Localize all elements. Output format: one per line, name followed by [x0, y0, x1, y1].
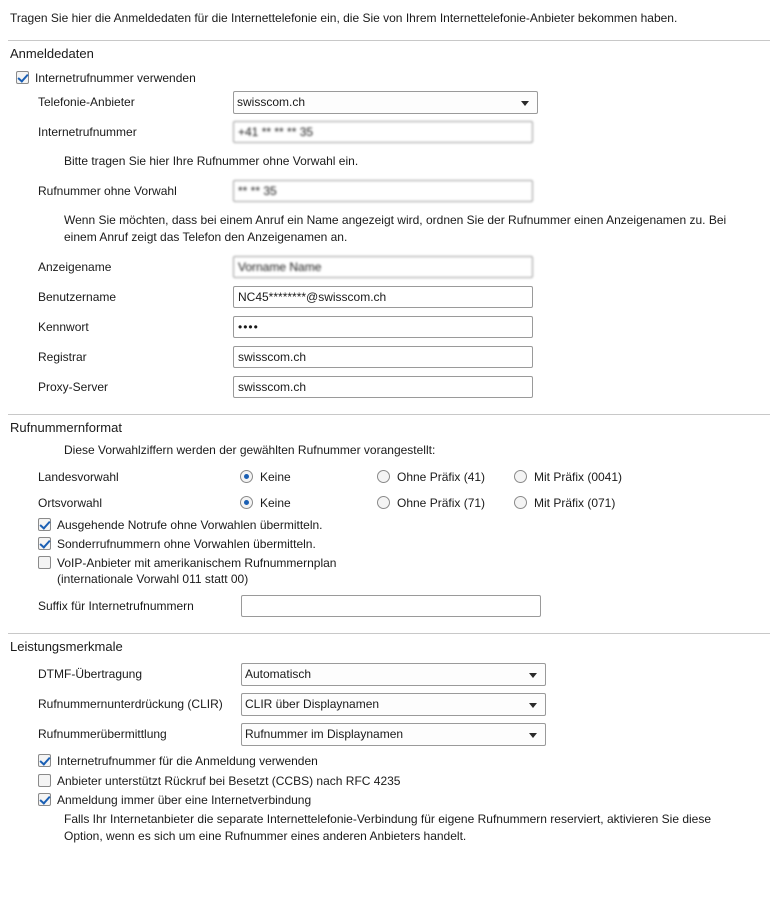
checkbox-emergency-no-prefix-label: Ausgehende Notrufe ohne Vorwahlen übermitteln. [57, 517, 323, 532]
telephony-provider-select[interactable] [233, 91, 538, 114]
checkbox-us-numbering-plan-sublabel: (internationale Vorwahl 011 statt 00) [57, 572, 249, 587]
radio-area-with-prefix[interactable] [514, 496, 651, 510]
label-dtmf: DTMF-Übertragung [38, 667, 143, 682]
label-registrar: Registrar [38, 349, 87, 364]
row-clir [8, 691, 770, 717]
checkbox-emergency-no-prefix-box[interactable] [38, 518, 51, 531]
label-internet-number: Internetrufnummer [38, 125, 137, 140]
checkbox-always-internet-connection-box[interactable] [38, 793, 51, 806]
clip-select[interactable] [241, 723, 546, 746]
note-always-internet-connection: Falls Ihr Internetanbieter die separate Internettelefonie-Verbindung für eigene Rufnummern reserviert, aktivieren Sie diese Option, wenn es sich um eine Rufnummer eines anderen Anbieters handelt. [64, 811, 712, 843]
radio-area-with-prefix-dot[interactable] [514, 496, 527, 509]
checkbox-us-numbering-plan[interactable] [8, 555, 770, 587]
dtmf-select-wrap[interactable] [241, 663, 546, 686]
proxy-server-input[interactable] [233, 376, 533, 398]
checkbox-use-number-for-registration-label: Internetrufnummer für die Anmeldung verwenden [57, 754, 318, 769]
label-display-name: Anzeigename [38, 259, 112, 274]
radio-area-without-prefix[interactable] [377, 496, 514, 510]
row-clip [8, 721, 770, 747]
radio-area-none-label: Keine [260, 495, 291, 510]
intro-text: Tragen Sie hier die Anmeldedaten für die Internettelefonie ein, die Sie von Ihrem Internettelefonie-Anbieter bekommen haben. [10, 11, 678, 25]
label-area-prefix: Ortsvorwahl [38, 495, 103, 510]
checkbox-use-number-for-registration[interactable] [8, 753, 770, 769]
row-country-prefix [8, 465, 770, 489]
row-suffix [8, 593, 770, 619]
checkbox-always-internet-connection-label: Anmeldung immer über eine Internetverbindung [57, 792, 312, 807]
suffix-input[interactable] [241, 595, 541, 617]
label-clip: Rufnummerübermittlung [38, 727, 167, 742]
radio-country-without-prefix-label: Ohne Präfix (41) [397, 469, 486, 484]
username-input[interactable] [233, 286, 533, 308]
radio-area-none-dot[interactable] [240, 496, 253, 509]
radio-country-none[interactable] [240, 470, 377, 484]
registrar-input[interactable] [233, 346, 533, 368]
checkbox-us-numbering-plan-label: VoIP-Anbieter mit amerikanischem Rufnummernplan [57, 555, 337, 570]
checkbox-us-numbering-plan-box[interactable] [38, 556, 51, 569]
label-password: Kennwort [38, 319, 89, 334]
checkbox-special-numbers-no-prefix-label: Sonderrufnummern ohne Vorwahlen übermitteln. [57, 536, 316, 551]
clir-select-wrap[interactable] [241, 693, 546, 716]
section-title-features: Leistungsmerkmale [8, 633, 770, 661]
checkbox-ccbs-box[interactable] [38, 774, 51, 787]
radio-area-none[interactable] [240, 496, 377, 510]
label-suffix: Suffix für Internetrufnummern [38, 599, 194, 614]
checkbox-always-internet-connection[interactable] [8, 792, 770, 808]
label-number-without-prefix: Rufnummer ohne Vorwahl [38, 184, 177, 199]
label-country-prefix: Landesvorwahl [38, 469, 119, 484]
row-password [8, 314, 770, 340]
radio-country-with-prefix[interactable] [514, 470, 651, 484]
dtmf-select[interactable] [241, 663, 546, 686]
number-format-description: Diese Vorwahlziffern werden der gewählten Rufnummer vorangestellt: [64, 442, 436, 457]
label-username: Benutzername [38, 289, 117, 304]
radio-area-without-prefix-dot[interactable] [377, 496, 390, 509]
checkbox-special-numbers-no-prefix-box[interactable] [38, 537, 51, 550]
checkbox-use-internet-number-label: Internetrufnummer verwenden [35, 71, 196, 86]
display-name-input[interactable] [233, 256, 533, 278]
telephony-provider-select-wrap[interactable] [233, 91, 538, 114]
label-telephony-provider: Telefonie-Anbieter [38, 95, 135, 110]
radio-area-with-prefix-label: Mit Präfix (071) [534, 495, 616, 510]
checkbox-special-numbers-no-prefix[interactable] [8, 536, 770, 552]
row-area-prefix [8, 491, 770, 515]
radio-country-none-label: Keine [260, 469, 291, 484]
row-dtmf [8, 661, 770, 687]
row-username [8, 284, 770, 310]
internet-number-input[interactable] [233, 121, 533, 143]
section-title-number-format: Rufnummernformat [8, 414, 770, 442]
radio-country-without-prefix-dot[interactable] [377, 470, 390, 483]
section-title-credentials: Anmeldedaten [8, 40, 770, 68]
row-proxy-server [8, 374, 770, 400]
radio-country-with-prefix-dot[interactable] [514, 470, 527, 483]
radio-area-without-prefix-label: Ohne Präfix (71) [397, 495, 486, 510]
radio-country-none-dot[interactable] [240, 470, 253, 483]
checkbox-emergency-no-prefix[interactable] [8, 517, 770, 533]
checkbox-use-number-for-registration-box[interactable] [38, 754, 51, 767]
row-number-without-prefix [8, 178, 770, 204]
number-without-prefix-input[interactable] [233, 180, 533, 202]
clir-select[interactable] [241, 693, 546, 716]
row-internet-number [8, 119, 770, 145]
radio-country-without-prefix[interactable] [377, 470, 514, 484]
checkbox-use-internet-number[interactable] [8, 70, 770, 86]
checkbox-ccbs[interactable] [8, 773, 770, 789]
checkbox-ccbs-label: Anbieter unterstützt Rückruf bei Besetzt (CCBS) nach RFC 4235 [57, 773, 401, 788]
hint-display-name: Wenn Sie möchten, dass bei einem Anruf ein Name angezeigt wird, ordnen Sie der Rufnummer einen Anzeigenamen zu. Bei einem Anruf zeigt das Telefon den Anzeigenamen an. [64, 213, 727, 244]
checkbox-use-internet-number-box[interactable] [16, 71, 29, 84]
row-telephony-provider [8, 89, 770, 115]
label-proxy-server: Proxy-Server [38, 379, 109, 394]
row-registrar [8, 344, 770, 370]
password-input[interactable] [233, 316, 533, 338]
row-display-name [8, 254, 770, 280]
radio-country-with-prefix-label: Mit Präfix (0041) [534, 469, 623, 484]
hint-number-without-prefix: Bitte tragen Sie hier Ihre Rufnummer ohne Vorwahl ein. [64, 154, 359, 169]
clip-select-wrap[interactable] [241, 723, 546, 746]
label-clir: Rufnummernunterdrückung (CLIR) [38, 697, 223, 712]
